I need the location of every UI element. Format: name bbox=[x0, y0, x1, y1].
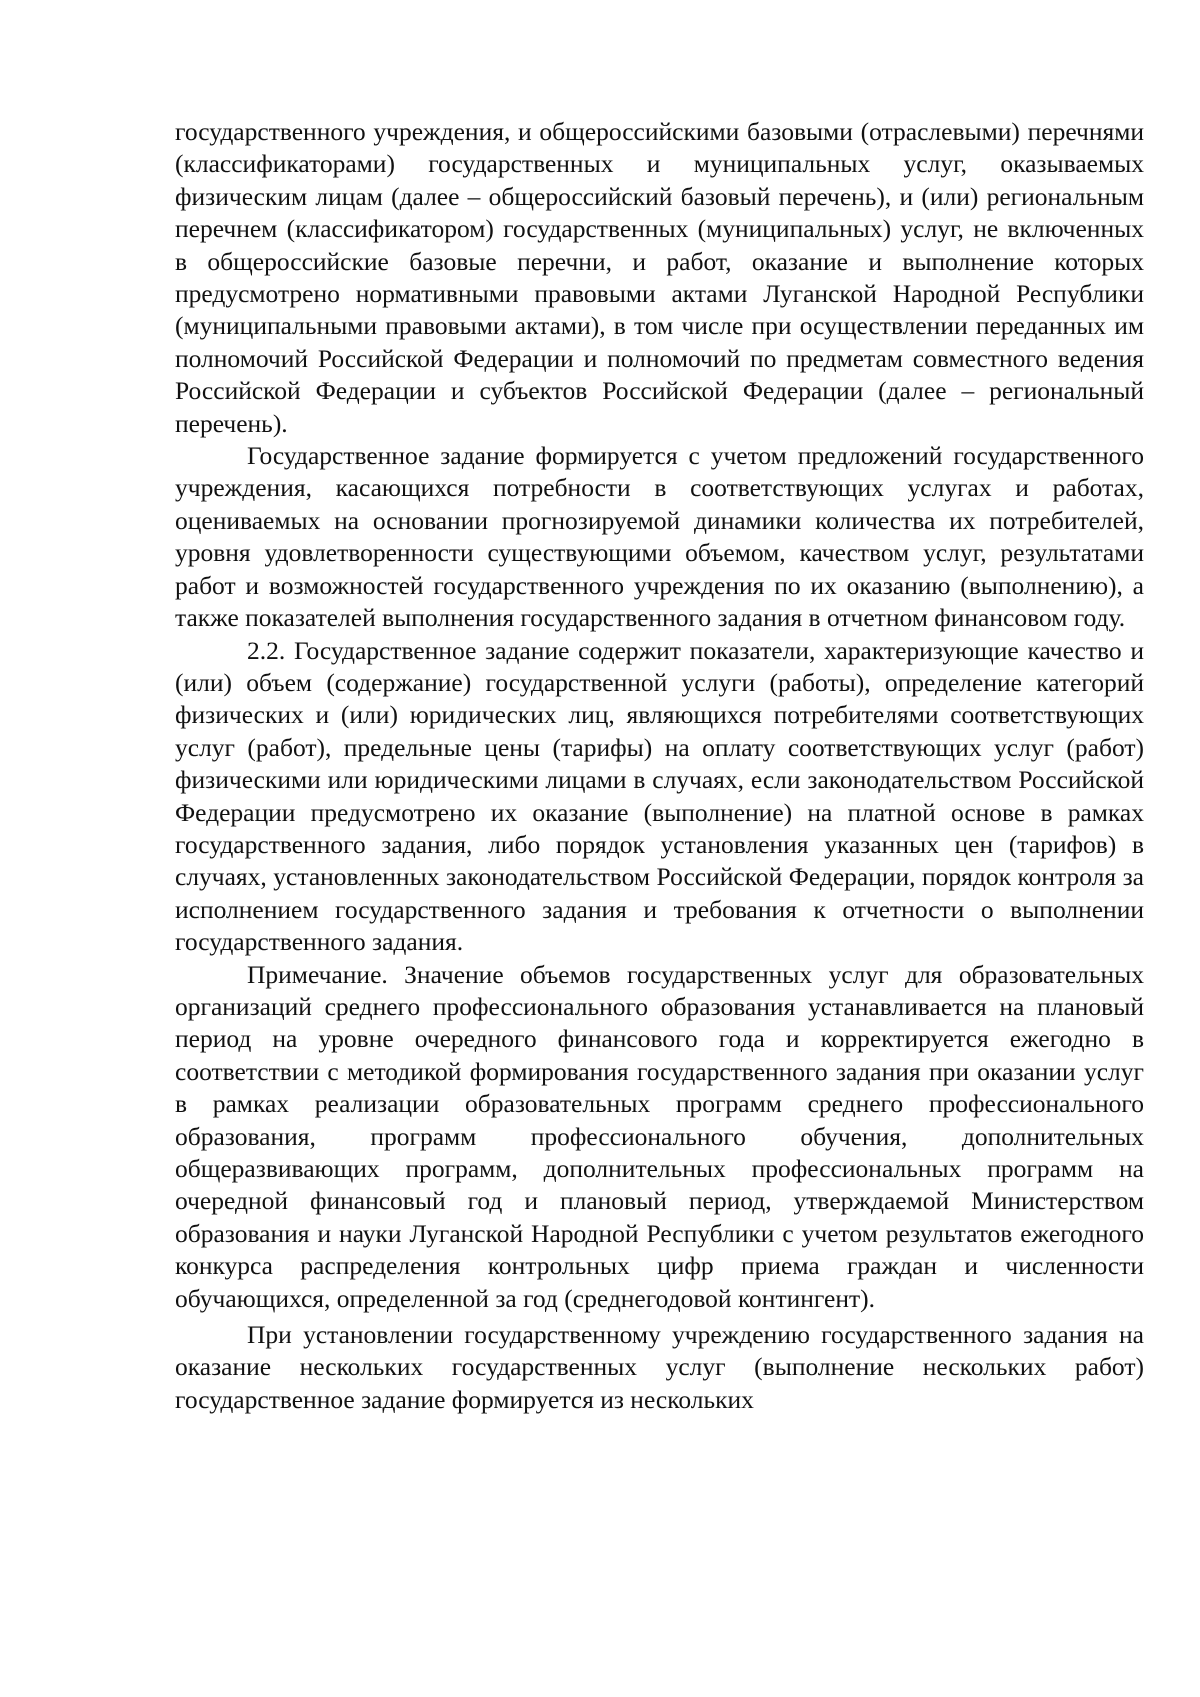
paragraph-multiple-services: При установлении государственному учреждению государственного задания на оказание нескольких государственных услуг (выполнение нескольких работ) государственное задание формируется из нескольких bbox=[175, 1320, 1144, 1414]
paragraph-task-formation: Государственное задание формируется с учетом предложений государственного учреждения, касающихся потребности в соответствующих услугах и работах, оцениваемых на основании прогнозируемой динамики количества их потребителей, уровня удовлетворенности существующими объемом, качеством услуг, результатами работ и возможностей государственного учреждения по их оказанию (выполнению), а также показателей выполнения государственного задания в отчетном финансовом году. bbox=[175, 441, 1144, 633]
paragraph-section-2-2: 2.2. Государственное задание содержит показатели, характеризующие качество и (или) объем (содержание) государственной услуги (работы), определение категорий физических и (или) юридических лиц, являющихся потребителями соответствующих услуг (работ), предельные цены (тарифы) на оплату соответствующих услуг (работ) физическими или юридическими лицами в случаях, если законодательством Российской Федерации предусмотрено их оказание (выполнение) на платной основе в рамках государственного задания, либо порядок установления указанных цен (тарифов) в случаях, установленных законодательством Российской Федерации, порядок контроля за исполнением государственного задания и требования к отчетности о выполнении государственного задания. bbox=[175, 635, 1144, 957]
paragraph-note: Примечание. Значение объемов государственных услуг для образовательных организаций среднего профессионального образования устанавливается на плановый период на уровне очередного финансового года и корректируется ежегодно в соответствии с методикой формирования государственного задания при оказании услуг в рамках реализации образовательных программ среднего профессионального образования, программ профессионального обучения, дополнительных общеразвивающих программ, дополнительных профессиональных программ на очередной финансовый год и плановый период, утверждаемой Министерством образования и науки Луганской Народной Республики с учетом результатов ежегодного конкурса распределения контрольных цифр приема граждан и численности обучающихся, определенной за год (среднегодовой контингент). bbox=[175, 959, 1144, 1313]
paragraph-continuation: государственного учреждения, и общероссийскими базовыми (отраслевыми) перечнями (классификаторами) государственных и муниципальных услуг, оказываемых физическим лицам (далее – общероссийский базовый перечень), и (или) региональным перечнем (классификатором) государственных (муниципальных) услуг, не включенных в общероссийские базовые перечни, и работ, оказание и выполнение которых предусмотрено нормативными правовыми актами Луганской Народной Республики (муниципальными правовыми актами), в том числе при осуществлении переданных им полномочий Российской Федерации и полномочий по предметам совместного ведения Российской Федерации и субъектов Российской Федерации (далее – региональный перечень). bbox=[175, 117, 1144, 438]
document-body bbox=[175, 116, 1144, 1416]
